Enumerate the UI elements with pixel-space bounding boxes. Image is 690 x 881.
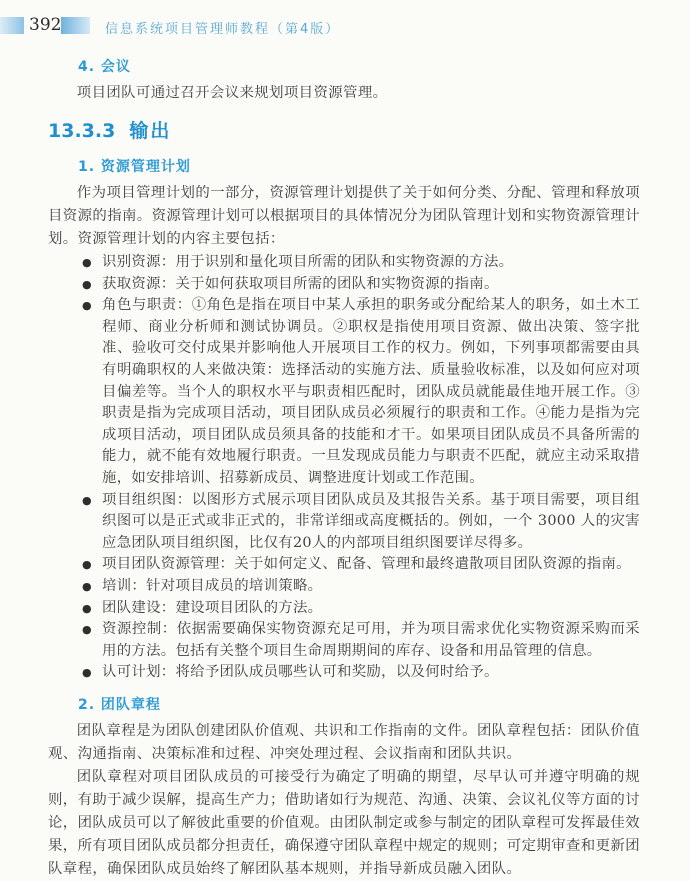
list-item: [82, 554, 640, 576]
page-number: 392: [29, 15, 62, 35]
list-item: [82, 490, 640, 555]
section-title: 输出: [129, 120, 172, 142]
paragraph-meeting: 项目团队可通过召开会议来规划项目资源管理。: [76, 85, 388, 101]
resource-plan-bullet-list: [82, 252, 640, 684]
bullet-icon: ●: [82, 666, 92, 680]
list-item: [82, 619, 640, 662]
page-content: [48, 48, 640, 881]
list-item-text: 培训：针对项目成员的培训策略。: [102, 577, 323, 594]
paragraph-team-charter-2: 团队章程对项目团队成员的可接受行为确定了明确的期望，尽早认可并遵守明确的规则，有助于减少误解，提高生产力；借助诸如行为规范、沟通、决策、会议礼仪等方面的讨论，团队成员可以了解彼此重要的价值观。由团队制定或参与制定的团队章程可发挥最佳效果，所有项目团队成员都分担责任，确保遵守团队章程中规定的规则；可定期审查和更新团队章程，确保团队成员始终了解团队基本规则，并指导新成员融入团队。: [48, 768, 640, 877]
bullet-icon: ●: [82, 579, 92, 593]
list-item: [82, 252, 640, 274]
header-corner-decoration: [0, 17, 24, 34]
page-header: [0, 17, 690, 35]
heading-resource-plan: 1. 资源管理计划: [78, 159, 191, 175]
bullet-icon: ●: [82, 277, 92, 291]
bullet-icon: ●: [82, 601, 92, 615]
book-title: 信息系统项目管理师教程（第4版）: [105, 22, 341, 37]
list-item: [82, 576, 640, 598]
bullet-icon: ●: [82, 623, 92, 637]
list-item-text: 角色与职责：①角色是指在项目中某人承担的职务或分配给某人的职务，如土木工程师、商业分析师和测试协调员。②职权是指使用项目资源、做出决策、签字批准、验收可交付成果并影响他人开展项目工作的权力。例如，下列事项都需要由具有明确职权的人来做决策：选择活动的实施方法、质量验收标准，以及如何应对项目偏差等。当个人的职权水平与职责相匹配时，团队成员就能最佳地开展工作。③职责是指为完成项目活动，项目团队成员必须履行的职责和工作。④能力是指为完成项目活动，项目团队成员须具备的技能和才干。如果项目团队成员不具备所需的能力，就不能有效地履行职责。一旦发现成员能力与职责不匹配，就应主动采取措施，如安排培训、招募新成员、调整进度计划或工作范围。: [102, 297, 640, 486]
paragraph-resource-plan-intro: 作为项目管理计划的一部分，资源管理计划提供了关于如何分类、分配、管理和释放项目资源的指南。资源管理计划可以根据项目的具体情况分为团队管理计划和实物资源管理计划。资源管理计划的内容主要包括：: [48, 185, 640, 247]
list-item-text: 资源控制：依据需要确保实物资源充足可用，并为项目需求优化实物资源采购而采用的方法。包括有关整个项目生命周期期间的库存、设备和用品管理的信息。: [102, 621, 640, 659]
list-item: [82, 295, 640, 489]
list-item-text: 项目团队资源管理：关于如何定义、配备、管理和最终遣散项目团队资源的指南。: [102, 556, 631, 573]
heading-section-13-3-3: [48, 116, 640, 143]
bullet-icon: ●: [82, 558, 92, 572]
bullet-icon: ●: [82, 256, 92, 269]
list-item-text: 识别资源：用于识别和量化项目所需的团队和实物资源的方法。: [102, 254, 514, 270]
section-number: 13.3.3: [48, 120, 116, 142]
heading-team-charter: 2. 团队章程: [78, 696, 161, 713]
bullet-icon: ●: [82, 493, 92, 507]
header-chapter-decoration: [61, 17, 90, 34]
list-item-text: 团队建设：建设项目团队的方法。: [102, 599, 323, 616]
paragraph-team-charter-1: 团队章程是为团队创建团队价值观、共识和工作指南的文件。团队章程包括：团队价值观、沟通指南、决策标准和过程、冲突处理过程、会议指南和团队共识。: [48, 722, 640, 762]
bullet-icon: ●: [82, 299, 92, 313]
heading-meeting: 4. 会议: [78, 59, 131, 75]
list-item-text: 认可计划：将给予团队成员哪些认可和奖励，以及何时给予。: [102, 664, 499, 681]
list-item: [82, 662, 640, 684]
list-item-text: 获取资源：关于如何获取项目所需的团队和实物资源的指南。: [102, 275, 499, 292]
list-item-text: 项目组织图：以图形方式展示项目团队成员及其报告关系。基于项目需要，项目组织图可以是正式或非正式的，非常详细或高度概括的。例如，一个 3000 人的灾害应急团队项目组织图，比仅有20人的内部项目组织图要详尽得多。: [102, 491, 640, 551]
list-item: [82, 598, 640, 620]
list-item: [82, 274, 640, 296]
